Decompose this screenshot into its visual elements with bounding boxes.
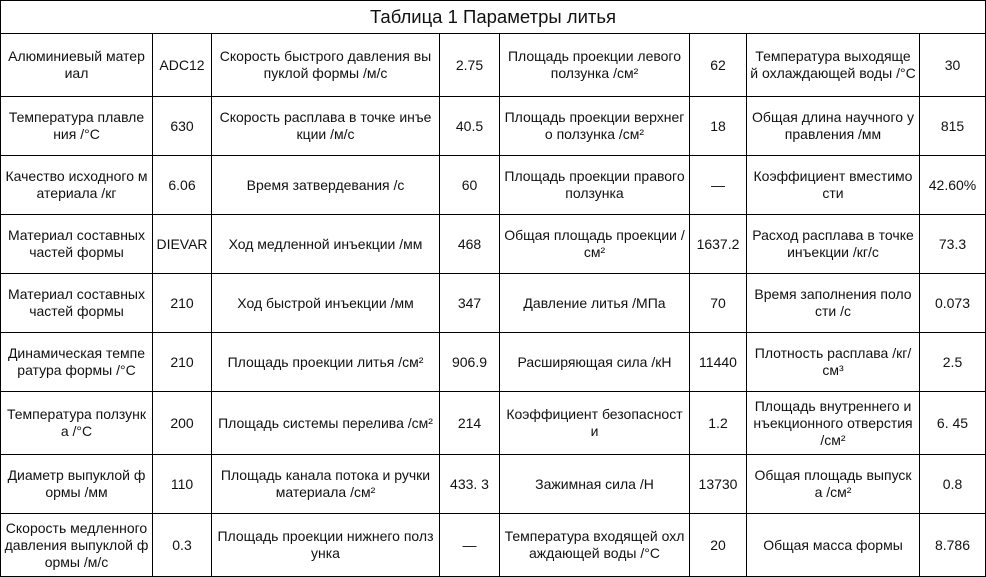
parameter-value: 18	[690, 97, 747, 156]
parameter-label: Общая длина научного у правления /мм	[747, 97, 920, 156]
parameter-value: 60	[440, 156, 500, 215]
parameter-label: Материал составных частей формы	[1, 274, 153, 333]
parameter-label: Скорость медленного давления выпуклой ф ормы /м/с	[1, 514, 153, 577]
parameter-label: Расход расплава в точке инъекции /кг/с	[747, 215, 920, 274]
parameter-value: 11440	[690, 333, 747, 392]
parameter-value: 347	[440, 274, 500, 333]
parameter-label: Температура плавле ния /°C	[1, 97, 153, 156]
table-title: Таблица 1 Параметры литья	[1, 1, 986, 34]
parameter-label: Ход медленной инъекции /мм	[212, 215, 440, 274]
parameter-value: 210	[153, 274, 212, 333]
parameter-value: 2.5	[920, 333, 986, 392]
parameter-value: 1.2	[690, 392, 747, 455]
parameter-value: 906.9	[440, 333, 500, 392]
table-row	[1, 97, 986, 156]
table-row	[1, 333, 986, 392]
parameter-value: 110	[153, 455, 212, 514]
parameter-label: Общая площадь выпуск а /см²	[747, 455, 920, 514]
parameter-label: Зажимная сила /Н	[500, 455, 690, 514]
table-row	[1, 455, 986, 514]
parameter-value: 62	[690, 34, 747, 97]
parameter-label: Плотность расплава /кг/ см³	[747, 333, 920, 392]
parameter-value: 40.5	[440, 97, 500, 156]
parameter-label: Площадь канала потока и ручки материала /см²	[212, 455, 440, 514]
parameter-value: 73.3	[920, 215, 986, 274]
parameter-label: Площадь проекции литья /см²	[212, 333, 440, 392]
parameter-value: 13730	[690, 455, 747, 514]
table-row	[1, 514, 986, 577]
parameter-value: 200	[153, 392, 212, 455]
table-row	[1, 34, 986, 97]
parameter-label: Давление литья /МПа	[500, 274, 690, 333]
parameter-value: 468	[440, 215, 500, 274]
parameter-label: Коэффициент безопасност и	[500, 392, 690, 455]
parameter-value: 815	[920, 97, 986, 156]
parameter-value: 20	[690, 514, 747, 577]
parameter-value: 70	[690, 274, 747, 333]
parameter-value: 210	[153, 333, 212, 392]
parameter-value: 30	[920, 34, 986, 97]
parameter-label: Общая масса формы	[747, 514, 920, 577]
parameter-value: 0.073	[920, 274, 986, 333]
parameter-value: 1637.2	[690, 215, 747, 274]
parameter-value: ADC12	[153, 34, 212, 97]
parameter-label: Ход быстрой инъекции /мм	[212, 274, 440, 333]
parameter-value: DIEVAR	[153, 215, 212, 274]
table-row	[1, 156, 986, 215]
parameter-label: Температура входящей охл аждающей воды /°C	[500, 514, 690, 577]
parameter-label: Алюминиевый матер иал	[1, 34, 153, 97]
parameter-value: 2.75	[440, 34, 500, 97]
parameter-label: Площадь внутреннего и нъекционного отверстия /см²	[747, 392, 920, 455]
parameter-label: Скорость быстрого давления вы пуклой формы /м/с	[212, 34, 440, 97]
parameter-label: Площадь системы перелива /см²	[212, 392, 440, 455]
parameter-label: Скорость расплава в точке инъе кции /м/с	[212, 97, 440, 156]
parameter-label: Время заполнения поло сти /с	[747, 274, 920, 333]
parameter-label: Качество исходного м атериала /кг	[1, 156, 153, 215]
parameter-value: 6.06	[153, 156, 212, 215]
parameter-label: Общая площадь проекции /см²	[500, 215, 690, 274]
parameter-label: Коэффициент вместимо сти	[747, 156, 920, 215]
parameter-value: —	[690, 156, 747, 215]
parameter-label: Время затвердевания /с	[212, 156, 440, 215]
table-row	[1, 274, 986, 333]
parameter-value: 433. 3	[440, 455, 500, 514]
parameter-label: Температура ползунк а /°C	[1, 392, 153, 455]
parameter-value: 42.60%	[920, 156, 986, 215]
parameter-label: Площадь проекции левого ползунка /см²	[500, 34, 690, 97]
parameter-value: 6. 45	[920, 392, 986, 455]
parameter-label: Площадь проекции верхнег о ползунка /см²	[500, 97, 690, 156]
parameter-label: Материал составных частей формы	[1, 215, 153, 274]
table-row	[1, 215, 986, 274]
parameter-value: 214	[440, 392, 500, 455]
parameter-label: Температура выходяще й охлаждающей воды /°C	[747, 34, 920, 97]
parameter-label: Расширяющая сила /кН	[500, 333, 690, 392]
table-row	[1, 392, 986, 455]
parameter-value: 8.786	[920, 514, 986, 577]
parameter-label: Диаметр выпуклой ф ормы /мм	[1, 455, 153, 514]
parameter-label: Площадь проекции нижнего полз унка	[212, 514, 440, 577]
parameter-value: —	[440, 514, 500, 577]
parameter-label: Площадь проекции правого ползунка	[500, 156, 690, 215]
parameter-value: 630	[153, 97, 212, 156]
parameter-label: Динамическая темпе ратура формы /°C	[1, 333, 153, 392]
parameter-value: 0.8	[920, 455, 986, 514]
parameter-value: 0.3	[153, 514, 212, 577]
